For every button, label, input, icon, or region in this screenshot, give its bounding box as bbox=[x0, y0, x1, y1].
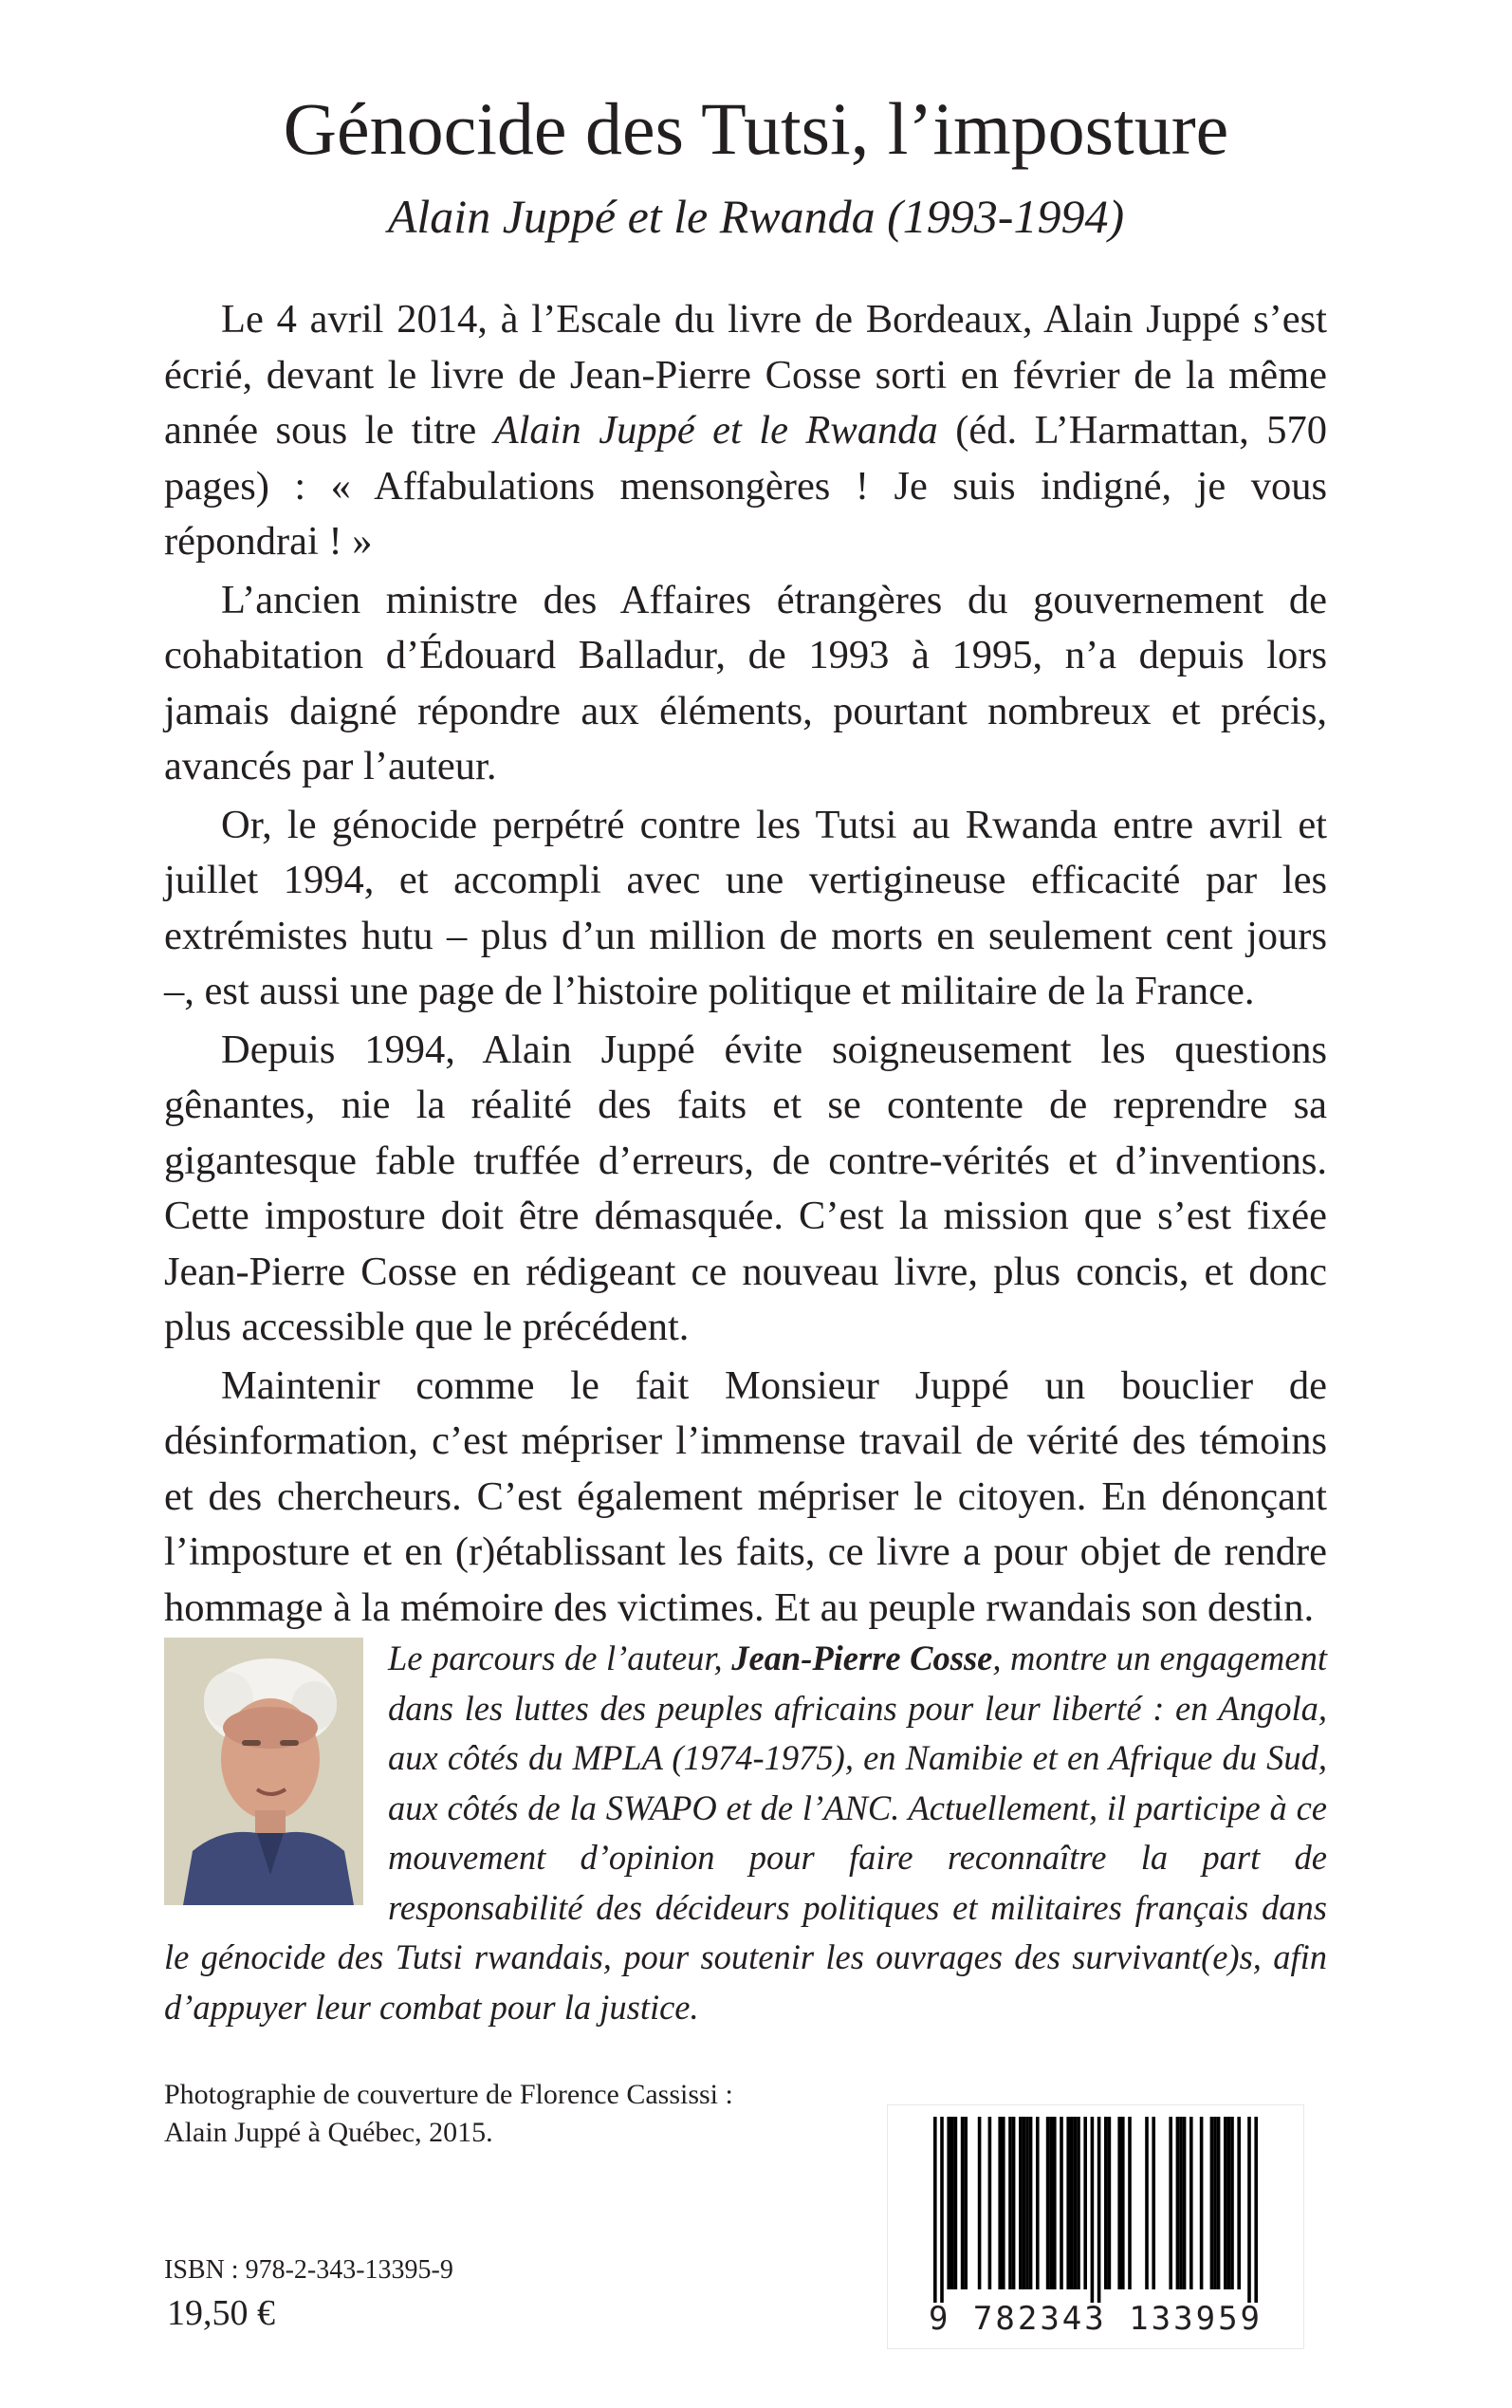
author-bio bbox=[164, 1634, 1327, 2032]
barcode-bar bbox=[1128, 2117, 1132, 2289]
barcode-bar bbox=[964, 2117, 968, 2289]
barcode-bar bbox=[998, 2117, 1002, 2289]
back-cover-summary bbox=[164, 292, 1327, 1636]
barcode-bar bbox=[1025, 2117, 1029, 2289]
author-photo bbox=[164, 1638, 363, 1905]
barcode-bar bbox=[947, 2117, 950, 2289]
barcode-bar bbox=[1247, 2117, 1251, 2303]
author-bio-end: , montre un engagement dans les luttes des peuples africains pour leur liberté : en Angola, aux côtés du MPLA (1974-1975), en Namibie et en Afrique du Sud, aux côtés de la SWAPO et de l’ANC. Actuellement, il participe à ce mouvement d’opinion pour faire reconnaître la part de responsabilité des décideurs politiques et militaires français dans le génocide des Tutsi rwandais, pour soutenir les ouvrages des survivant(e)s, afin d’appuyer leur combat pour la justice. bbox=[164, 1639, 1327, 2027]
barcode-bar bbox=[1237, 2117, 1241, 2289]
barcode-bar bbox=[1074, 2117, 1078, 2289]
author-portrait-image bbox=[164, 1638, 363, 1905]
barcode-bar bbox=[1091, 2117, 1095, 2303]
barcode-bar bbox=[1029, 2117, 1033, 2289]
summary-paragraph-2: L’ancien ministre des Affaires étrangères du gouvernement de cohabitation d’Édouard Balladur, de 1993 à 1995, n’a depuis lors jamais daigné répondre aux éléments, pourtant nombreux et précis, avancés par l’auteur. bbox=[164, 577, 1327, 788]
book-title: Génocide des Tutsi, l’imposture bbox=[283, 87, 1229, 170]
barcode-bar bbox=[1152, 2117, 1155, 2289]
barcode-bar bbox=[1227, 2117, 1231, 2289]
summary-paragraph-1-end: (éd. L’Harmattan, 570 pages) : « Affabulations mensongères ! Je suis indigné, je vous répondrai ! » bbox=[164, 408, 1327, 564]
barcode-bar bbox=[1183, 2117, 1187, 2289]
barcode-bar bbox=[1176, 2117, 1180, 2289]
barcode-bar bbox=[1200, 2117, 1204, 2289]
summary-paragraph-5: Maintenir comme le fait Monsieur Juppé un bouclier de désinformation, c’est mépriser l’immense travail de vérité des témoins et des chercheurs. C’est également mépriser le citoyen. En dénonçant l’imposture et en (r)établissant les faits, ce livre a pour objet de rendre hommage à la mémoire des victimes. Et au peuple rwandais son destin. bbox=[164, 1362, 1327, 1630]
barcode-bar bbox=[978, 2117, 982, 2289]
barcode-bar bbox=[1019, 2117, 1023, 2289]
barcode-bar bbox=[954, 2117, 958, 2289]
barcode-bar bbox=[1066, 2117, 1070, 2289]
barcode-bar bbox=[1179, 2117, 1183, 2289]
photo-credits bbox=[164, 2076, 733, 2152]
barcode-digits: 9 782343 133959 bbox=[928, 2300, 1263, 2338]
barcode bbox=[887, 2104, 1304, 2349]
barcode-bars bbox=[901, 2117, 1290, 2303]
barcode-bar bbox=[1060, 2117, 1063, 2289]
summary-paragraph-1-start: Le 4 avril 2014, à l’Escale du livre de Bordeaux, Alain Juppé s’est écrié, devant le livre de Jean-Pierre Cosse sorti en février de la même année sous le titre bbox=[164, 297, 1327, 453]
barcode-bar bbox=[1121, 2117, 1125, 2289]
barcode-bar bbox=[1210, 2117, 1214, 2289]
photo-credit-line-1: Photographie de couverture de Florence Cassissi : bbox=[164, 2079, 733, 2110]
barcode-bar bbox=[1117, 2117, 1121, 2289]
barcode-bar bbox=[988, 2117, 992, 2289]
barcode-bar bbox=[1049, 2117, 1053, 2289]
photo-credit-line-2: Alain Juppé à Québec, 2015. bbox=[164, 2117, 493, 2148]
barcode-bar bbox=[1036, 2117, 1040, 2289]
author-name: Jean-Pierre Cosse bbox=[731, 1639, 993, 1677]
barcode-bar bbox=[1083, 2117, 1087, 2289]
barcode-bar bbox=[950, 2117, 954, 2289]
barcode-bar bbox=[1046, 2117, 1050, 2289]
barcode-bar bbox=[1097, 2117, 1101, 2303]
barcode-bar bbox=[1230, 2117, 1234, 2289]
barcode-bar bbox=[1077, 2117, 1080, 2289]
isbn: ISBN : 978-2-343-13395-9 bbox=[164, 2255, 453, 2285]
barcode-bar bbox=[940, 2117, 944, 2303]
barcode-bar bbox=[1012, 2117, 1016, 2289]
barcode-bar bbox=[1023, 2117, 1026, 2289]
barcode-bar bbox=[1108, 2117, 1112, 2289]
summary-paragraph-1 bbox=[164, 292, 1327, 570]
barcode-bar bbox=[1104, 2117, 1108, 2289]
summary-paragraph-4: Depuis 1994, Alain Juppé évite soigneusement les questions gênantes, nie la réalité des faits et se contente de reprendre sa gigantesque fable truffée d’erreurs, de contre-vérités et d’inventions. Cette imposture doit être démasquée. C’est la mission que s’est fixée Jean-Pierre Cosse en rédigeant ce nouveau livre, plus concis, et donc plus accessible que le précédent. bbox=[164, 1027, 1327, 1349]
barcode-bar bbox=[1254, 2117, 1258, 2303]
barcode-bar bbox=[1070, 2117, 1074, 2289]
barcode-bar bbox=[1213, 2117, 1217, 2289]
price: 19,50 € bbox=[167, 2293, 275, 2333]
barcode-bar bbox=[1008, 2117, 1012, 2289]
barcode-bar bbox=[1189, 2117, 1193, 2289]
barcode-bar bbox=[933, 2117, 937, 2303]
barcode-bar bbox=[1224, 2117, 1227, 2289]
barcode-bar bbox=[1145, 2117, 1149, 2289]
barcode-bar bbox=[1053, 2117, 1057, 2289]
barcode-bar bbox=[1217, 2117, 1221, 2289]
previous-book-title: Alain Juppé et le Rwanda bbox=[493, 408, 938, 453]
barcode-bar bbox=[961, 2117, 965, 2289]
summary-paragraph-3: Or, le génocide perpétré contre les Tutsi au Rwanda entre avril et juillet 1994, et accompli avec une vertigineuse efficacité par les extrémistes hutu – plus d’un million de morts en seulement cent jours –, est aussi une page de l’histoire politique et militaire de la France. bbox=[164, 802, 1327, 1013]
barcode-bar bbox=[1002, 2117, 1005, 2289]
barcode-bar bbox=[1169, 2117, 1172, 2289]
author-bio-start: Le parcours de l’auteur, bbox=[388, 1639, 732, 1677]
book-subtitle: Alain Juppé et le Rwanda (1993-1994) bbox=[387, 190, 1125, 243]
